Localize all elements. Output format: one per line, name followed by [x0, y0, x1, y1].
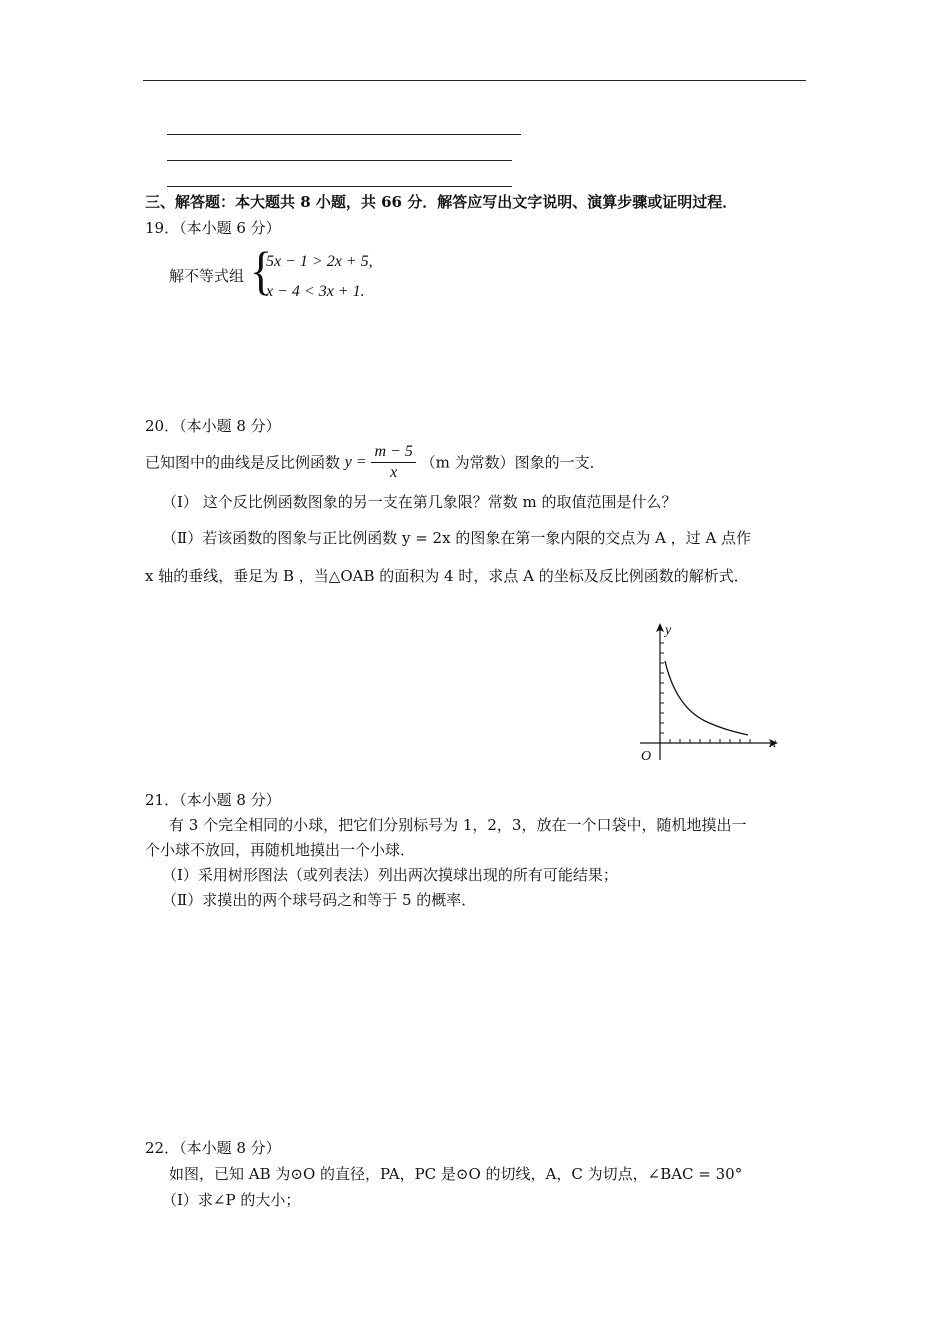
q20-header: 20．（本小题 8 分） [145, 417, 281, 435]
q19-prompt: 解不等式组 [169, 267, 245, 285]
origin-label: O [641, 749, 652, 764]
q19-inequality-1: 5x − 1 > 2x + 5, [266, 253, 373, 270]
section-heading: 三、解答题：本大题共 8 小题，共 66 分．解答应写出文字说明、演算步骤或证明过程． [145, 193, 738, 211]
q20-intro-after: （m 为常数）图象的一支． [420, 453, 605, 472]
q21-part2: （Ⅱ）求摸出的两个球号码之和等于 5 的概率． [162, 891, 477, 909]
header-rule [143, 80, 806, 81]
answer-blank-line-2 [167, 160, 512, 161]
q20-intro-before: 已知图中的曲线是反比例函数 [145, 453, 341, 472]
q22-line1: 如图，已知 AB 为⊙O 的直径，PA，PC 是⊙O 的切线，A，C 为切点，∠BAC = 30° [169, 1165, 743, 1183]
q20-part1: （Ⅰ） 这个反比例函数图象的另一支在第几象限？常数 m 的取值范围是什么？ [162, 493, 677, 511]
q21-header: 21．（本小题 8 分） [145, 791, 281, 809]
q20-func-lhs: y = [344, 453, 367, 471]
q22-part1: （Ⅰ）求∠P 的大小； [162, 1191, 301, 1209]
q21-part1: （Ⅰ）采用树形图法（或列表法）列出两次摸球出现的所有可能结果； [162, 866, 618, 884]
x-axis-label: x [770, 736, 777, 751]
q20-intro [145, 442, 605, 483]
q20-part2-line2: x 轴的垂线，垂足为 B ，当△OAB 的面积为 4 时，求点 A 的坐标及反比例函数的解析式． [145, 567, 749, 585]
q22-header: 22．（本小题 8 分） [145, 1139, 281, 1157]
q19-header: 19．（本小题 6 分） [145, 219, 281, 237]
answer-blank-line-1 [167, 134, 521, 135]
q20-fraction-denominator: x [390, 464, 398, 481]
answer-blank-line-3 [167, 186, 512, 187]
q21-line2: 个小球不放回，再随机地摸出一个小球． [145, 841, 416, 859]
q20-graph [630, 615, 790, 770]
y-axis-label: y [665, 623, 672, 638]
q19-inequality-2: x − 4 < 3x + 1. [266, 283, 365, 300]
system-brace: { [250, 241, 273, 300]
q20-fraction-numerator: m − 5 [371, 442, 415, 463]
q20-part2-line1: （Ⅱ）若该函数的图象与正比例函数 y = 2x 的图象在第一象内限的交点为 A ，过 A 点作 [162, 529, 752, 547]
hyperbola-branch [665, 661, 748, 735]
q20-fraction [371, 442, 415, 483]
q21-line1: 有 3 个完全相同的小球，把它们分别标号为 1，2，3，放在一个口袋中，随机地摸出一 [169, 816, 747, 834]
